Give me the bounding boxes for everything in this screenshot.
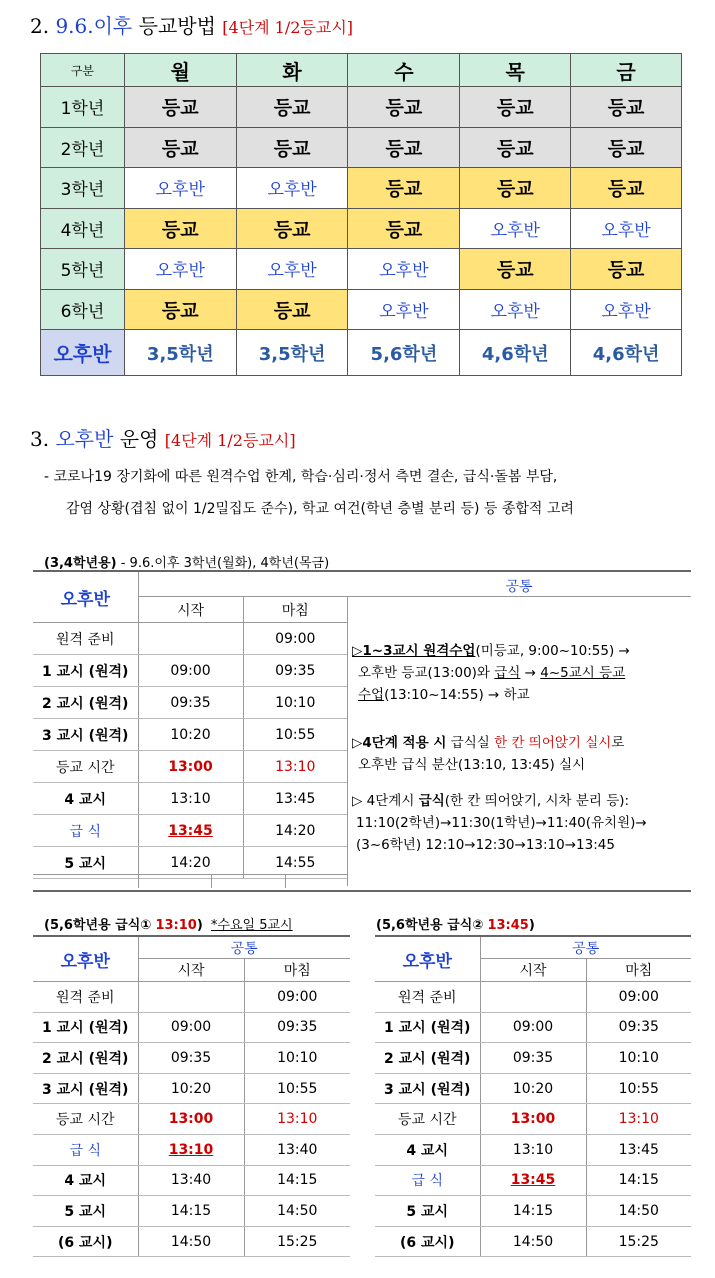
end-time: 10:10 [244, 1043, 350, 1074]
note2-cafeteria: 급식실 [450, 735, 490, 751]
pm-value-tue: 3,5학년 [236, 330, 348, 376]
schedule-cell: 오후반 [236, 168, 348, 209]
row-label: 3 교시 (원격) [33, 719, 138, 751]
pm-value-thu: 4,6학년 [460, 330, 571, 376]
section2-date: 9.6.이후 [55, 14, 133, 38]
schedule-cell: 오후반 [124, 249, 236, 290]
section3-number: 3. [30, 427, 50, 451]
row-label: 2 교시 (원격) [33, 1043, 138, 1074]
schedule-row [41, 208, 682, 249]
note3-times1: 11:10(2학년)→11:30(1학년)→11:40(유치원)→ [356, 815, 647, 831]
time-row [33, 751, 347, 783]
schedule-cell: 오후반 [348, 289, 460, 330]
row-label: 3 교시 (원격) [33, 1073, 138, 1104]
table34-caption [44, 552, 329, 571]
end-time: 14:20 [243, 815, 347, 847]
day-header-tue: 화 [236, 54, 348, 87]
grade-label: 4학년 [41, 208, 125, 249]
start-time: 09:35 [138, 1043, 244, 1074]
row-label: 1 교시 (원격) [375, 1012, 480, 1043]
start-time: 13:10 [138, 783, 243, 815]
section3-paragraph-line2: 감염 상황(겹침 없이 1/2밀집도 준수), 학교 여건(학년 층별 분리 등) 등 종합적 고려 [66, 501, 574, 517]
end-time: 15:25 [586, 1226, 691, 1257]
section3-heading [30, 423, 296, 452]
schedule-cell: 등교 [571, 168, 682, 209]
schedule-cell: 등교 [460, 127, 571, 168]
start-time: 13:45 [480, 1165, 586, 1196]
time-row [375, 1196, 691, 1227]
start-time: 13:40 [138, 1165, 244, 1196]
schedule-cell: 등교 [571, 87, 682, 128]
time-row [33, 1165, 350, 1196]
schedule-cell: 등교 [124, 289, 236, 330]
note1-remote: ▷1~3교시 원격수업 [352, 643, 476, 659]
table34-end-header: 마침 [243, 597, 347, 623]
schedule-cell: 오후반 [236, 249, 348, 290]
table34-head: 오후반 [33, 572, 138, 623]
table56a [33, 937, 350, 1257]
schedule-cell: 등교 [348, 127, 460, 168]
end-time: 09:00 [586, 982, 691, 1013]
note3-times2: (3~6학년) 12:10→12:30→13:10→13:45 [356, 837, 615, 853]
start-time [138, 982, 244, 1013]
schedule-corner-cell: 구분 [41, 54, 125, 87]
schedule-row [41, 289, 682, 330]
row-label: 4 교시 [33, 783, 138, 815]
time-row [33, 1012, 350, 1043]
end-time: 10:10 [243, 687, 347, 719]
time-row [33, 1104, 350, 1135]
start-time: 14:50 [480, 1226, 586, 1257]
note1-class-time: (13:10~14:55) → 하교 [384, 687, 530, 703]
row-label: (6 교시) [375, 1226, 480, 1257]
schedule-cell: 등교 [460, 168, 571, 209]
time-row [33, 623, 347, 655]
row-label: 등교 시간 [33, 1104, 138, 1135]
start-time: 13:10 [138, 1134, 244, 1165]
table56b-caption-time: 13:45 [487, 918, 529, 933]
start-time: 09:00 [138, 1012, 244, 1043]
schedule-cell: 오후반 [348, 249, 460, 290]
note2-suffix: 로 [611, 735, 625, 751]
time-row [33, 655, 347, 687]
table56a-common-header: 공통 [138, 937, 350, 959]
start-time: 09:00 [138, 655, 243, 687]
start-time [480, 982, 586, 1013]
end-time: 09:35 [244, 1012, 350, 1043]
row-label: 등교 시간 [33, 751, 138, 783]
table56b-caption [376, 914, 535, 933]
schedule-cell: 등교 [236, 289, 348, 330]
note2-split: 오후반 급식 분산(13:10, 13:45) 실시 [358, 757, 586, 773]
table56a-caption-time: 13:10 [155, 918, 197, 933]
start-time: 09:00 [480, 1012, 586, 1043]
start-time: 10:20 [480, 1073, 586, 1104]
time-row [33, 1134, 350, 1165]
table34-note2 [352, 732, 692, 776]
schedule-cell: 등교 [236, 87, 348, 128]
schedule-cell: 등교 [236, 208, 348, 249]
end-time: 10:55 [244, 1073, 350, 1104]
schedule-cell: 오후반 [124, 168, 236, 209]
row-label: 원격 준비 [33, 623, 138, 655]
time-row [33, 783, 347, 815]
end-time: 14:15 [244, 1165, 350, 1196]
end-time: 13:10 [244, 1104, 350, 1135]
end-time: 14:55 [243, 847, 347, 879]
table56a-head: 오후반 [33, 937, 138, 982]
end-time: 10:55 [243, 719, 347, 751]
row-label: 1 교시 (원격) [33, 1012, 138, 1043]
section3-tag: [4단계 1/2등교시] [164, 431, 296, 450]
schedule-cell: 등교 [348, 168, 460, 209]
end-time: 09:00 [244, 982, 350, 1013]
start-time [138, 623, 243, 655]
schedule-row [41, 249, 682, 290]
note1-pm-arrival: 오후반 등교(13:00)와 [358, 665, 490, 681]
row-label: 급 식 [33, 815, 138, 847]
schedule-row [41, 127, 682, 168]
time-row [375, 1073, 691, 1104]
row-label: 5 교시 [375, 1196, 480, 1227]
schedule-cell: 등교 [460, 87, 571, 128]
time-row [33, 1073, 350, 1104]
end-time: 13:40 [244, 1134, 350, 1165]
start-time: 13:00 [138, 751, 243, 783]
schedule-header-row [41, 54, 682, 87]
start-time: 10:20 [138, 719, 243, 751]
grade-label: 1학년 [41, 87, 125, 128]
row-label: 원격 준비 [33, 982, 138, 1013]
pm-row-label: 오후반 [41, 330, 125, 376]
note1-arrow: → [524, 665, 536, 681]
time-row [375, 982, 691, 1013]
note2-distancing: 한 칸 띄어앉기 실시 [494, 735, 612, 751]
time-row [375, 1134, 691, 1165]
grade-label: 2학년 [41, 127, 125, 168]
time-row [375, 1012, 691, 1043]
section3-paragraph-line1: - 코로나19 장기화에 따른 원격수업 한계, 학습·심리·정서 측면 결손, 급식·돌봄 부담, [44, 469, 558, 485]
day-header-fri: 금 [571, 54, 682, 87]
table56a-caption [44, 914, 293, 933]
note1-remote-time: (미등교, 9:00~10:55) → [475, 643, 630, 659]
start-time: 09:35 [138, 687, 243, 719]
pm-value-wed: 5,6학년 [348, 330, 460, 376]
time-row [33, 687, 347, 719]
table56b-end-header: 마침 [586, 959, 691, 982]
day-header-thu: 목 [460, 54, 571, 87]
grade-label: 3학년 [41, 168, 125, 209]
start-time: 14:50 [138, 1226, 244, 1257]
note1-class: 4~5교시 등교 [540, 665, 626, 681]
table56a-end-header: 마침 [244, 959, 350, 982]
row-label: 3 교시 (원격) [375, 1073, 480, 1104]
note1-lunch: 급식 [494, 665, 521, 681]
attendance-schedule-table [40, 53, 682, 376]
start-time: 13:10 [480, 1134, 586, 1165]
table34 [33, 572, 347, 879]
row-label: 2 교시 (원격) [375, 1043, 480, 1074]
time-row [33, 815, 347, 847]
table56a-caption-label: (5,6학년용 급식① [44, 918, 152, 933]
end-time: 14:50 [244, 1196, 350, 1227]
schedule-pm-row [41, 330, 682, 376]
start-time: 13:00 [480, 1104, 586, 1135]
table34-note1 [352, 640, 692, 706]
time-row [375, 1165, 691, 1196]
row-label: 4 교시 [375, 1134, 480, 1165]
row-label: 5 교시 [33, 847, 138, 879]
table56a-caption-close: ) [196, 918, 203, 933]
time-row [33, 1043, 350, 1074]
end-time: 10:55 [586, 1073, 691, 1104]
end-time: 10:10 [586, 1043, 691, 1074]
day-header-mon: 월 [124, 54, 236, 87]
note3-detail: (한 칸 띄어앉기, 시차 분리 등): [444, 793, 630, 809]
schedule-cell: 등교 [571, 127, 682, 168]
end-time: 13:45 [243, 783, 347, 815]
section2-number: 2. [30, 14, 50, 38]
schedule-row [41, 168, 682, 209]
schedule-cell: 등교 [571, 249, 682, 290]
section2-tag: [4단계 1/2등교시] [222, 18, 354, 37]
start-time: 14:15 [138, 1196, 244, 1227]
schedule-cell: 등교 [348, 208, 460, 249]
table56b [375, 937, 691, 1257]
schedule-cell: 등교 [124, 127, 236, 168]
start-time: 09:35 [480, 1043, 586, 1074]
row-label: (6 교시) [33, 1226, 138, 1257]
schedule-cell: 등교 [124, 87, 236, 128]
schedule-cell: 등교 [460, 249, 571, 290]
end-time: 13:45 [586, 1134, 691, 1165]
section3-title: 운영 [119, 427, 159, 451]
row-label: 급 식 [33, 1134, 138, 1165]
section2-heading [30, 10, 353, 39]
table56b-common-header: 공통 [480, 937, 691, 959]
end-time: 14:50 [586, 1196, 691, 1227]
start-time: 13:00 [138, 1104, 244, 1135]
end-time: 14:15 [586, 1165, 691, 1196]
schedule-cell: 등교 [124, 208, 236, 249]
time-row [33, 1226, 350, 1257]
table34-footer-row [33, 874, 347, 888]
schedule-cell: 오후반 [571, 289, 682, 330]
start-time: 14:20 [138, 847, 243, 879]
table34-common-header [138, 572, 347, 597]
start-time: 14:15 [480, 1196, 586, 1227]
end-time: 13:10 [243, 751, 347, 783]
schedule-cell: 오후반 [571, 208, 682, 249]
table34-common-label: 공통 [505, 579, 533, 595]
end-time: 09:00 [243, 623, 347, 655]
note3-step4: ▷ 4단계시 [352, 793, 415, 809]
schedule-cell: 오후반 [460, 208, 571, 249]
time-row [33, 719, 347, 751]
schedule-cell: 등교 [348, 87, 460, 128]
note1-class-cont: 수업 [358, 687, 385, 703]
start-time: 10:20 [138, 1073, 244, 1104]
time-row [375, 1043, 691, 1074]
row-label: 급 식 [375, 1165, 480, 1196]
table34-note3 [352, 790, 692, 856]
row-label: 원격 준비 [375, 982, 480, 1013]
table56b-start-header: 시작 [480, 959, 586, 982]
row-label: 4 교시 [33, 1165, 138, 1196]
time-row [375, 1104, 691, 1135]
end-time: 13:10 [586, 1104, 691, 1135]
time-row [375, 1226, 691, 1257]
table56a-start-header: 시작 [138, 959, 244, 982]
note3-lunch: 급식 [418, 793, 445, 809]
row-label: 5 교시 [33, 1196, 138, 1227]
pm-value-fri: 4,6학년 [571, 330, 682, 376]
row-label: 2 교시 (원격) [33, 687, 138, 719]
pm-value-mon: 3,5학년 [124, 330, 236, 376]
table34-caption-label: (3,4학년용) [44, 556, 117, 571]
end-time: 15:25 [244, 1226, 350, 1257]
day-header-wed: 수 [348, 54, 460, 87]
table34-common-divider [347, 596, 691, 597]
start-time: 13:45 [138, 815, 243, 847]
grade-label: 6학년 [41, 289, 125, 330]
table34-start-header: 시작 [138, 597, 243, 623]
end-time: 09:35 [586, 1012, 691, 1043]
time-row [33, 982, 350, 1013]
grade-label: 5학년 [41, 249, 125, 290]
table56b-caption-label: (5,6학년용 급식② [376, 918, 484, 933]
row-label: 등교 시간 [375, 1104, 480, 1135]
table34-caption-desc: - 9.6.이후 3학년(월화), 4학년(목금) [120, 556, 330, 571]
row-label: 1 교시 (원격) [33, 655, 138, 687]
schedule-cell: 등교 [236, 127, 348, 168]
table56b-head: 오후반 [375, 937, 480, 982]
section2-title: 등교방법 [138, 14, 216, 38]
table56b-caption-close: ) [528, 918, 535, 933]
end-time: 09:35 [243, 655, 347, 687]
time-row [33, 1196, 350, 1227]
schedule-row [41, 87, 682, 128]
schedule-cell: 오후반 [460, 289, 571, 330]
note2-step4: ▷4단계 적용 시 [352, 735, 447, 751]
section3-title-highlight: 오후반 [55, 427, 114, 451]
table56a-caption-note: *수요일 5교시 [210, 918, 293, 933]
table34-note-divider [347, 596, 348, 886]
